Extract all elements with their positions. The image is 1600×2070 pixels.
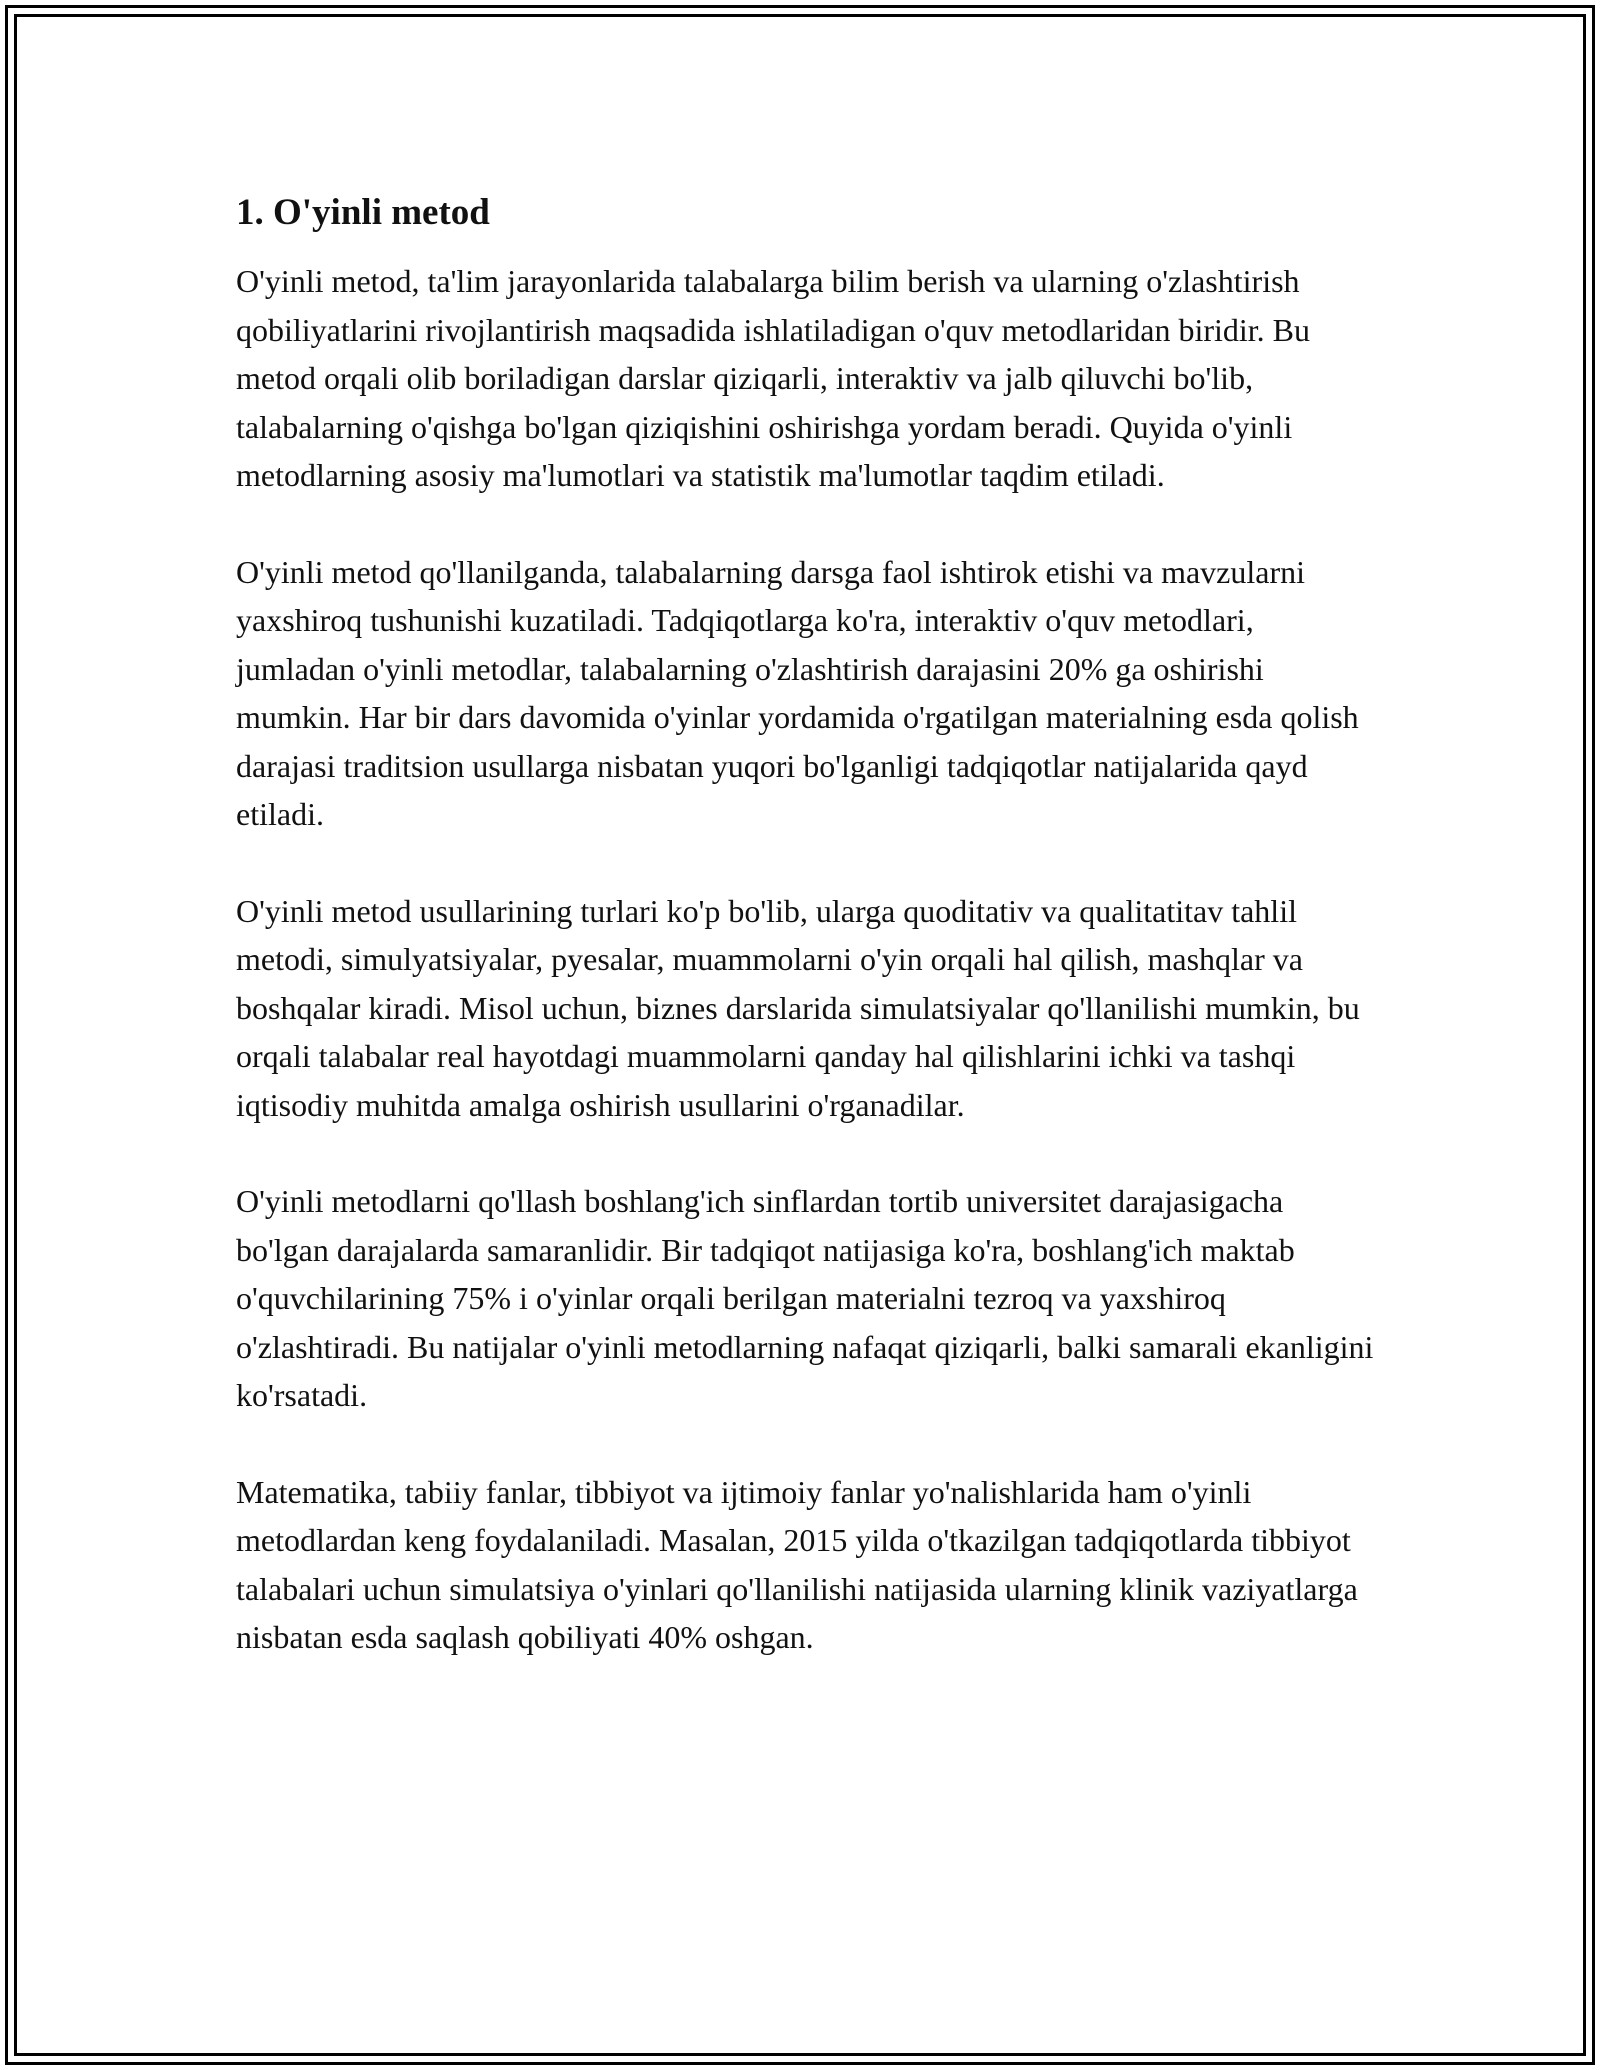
paragraph-3: O'yinli metod usullarining turlari ko'p bo'lib, ularga quoditativ va qualitatitav tahlil metodi, simulyatsiyalar, pyesalar, muammolarni o'yin orqali hal qilish, mashqlar va boshqalar kiradi. Misol uchun, biznes darslarida simulatsiyalar qo'llanilishi mumkin, bu orqali talabalar real hayotdagi muammolarni qanday hal qilishlarini ichki va tashqi iqtisodiy muhitda amalga oshirish usullarini o'rganadilar. [236, 892, 1360, 1123]
paragraph-5: Matematika, tabiiy fanlar, tibbiyot va ijtimoiy fanlar yo'nalishlarida ham o'yinli metodlardan keng foydalaniladi. Masalan, 2015 yilda o'tkazilgan tadqiqotlarda tibbiyot talabalari uchun simulatsiya o'yinlari qo'llanilishi natijasida ularning klinik vaziyatlarga nisbatan esda saqlash qobiliyati 40% oshgan. [236, 1473, 1358, 1655]
paragraph-1: O'yinli metod, ta'lim jarayonlarida talabalarga bilim berish va ularning o'zlashtirish qobiliyatlarini rivojlantirish maqsadida ishlatiladigan o'quv metodlaridan biridir. Bu metod orqali olib boriladigan darslar qiziqarli, interaktiv va jalb qiluvchi bo'lib, talabalarning o'qishga bo'lgan qiziqishini oshirishga yordam beradi. Quyida o'yinli metodlarning asosiy ma'lumotlari va statistik ma'lumotlar taqdim etiladi. [236, 263, 1311, 493]
paragraph-2: O'yinli metod qo'llanilganda, talabalarning darsga faol ishtirok etishi va mavzularni yaxshiroq tushunishi kuzatiladi. Tadqiqotlarga ko'ra, interaktiv o'quv metodlari, jumladan o'yinli metodlar, talabalarning o'zlashtirish darajasini 20% ga oshirishi mumkin. Har bir dars davomida o'yinlar yordamida o'rgatilgan materialning esda qolish darajasi traditsion usullarga nisbatan yuqori bo'lganligi tadqiqotlar natijalarida qayd etiladi. [236, 553, 1359, 832]
paragraph-4: O'yinli metodlarni qo'llash boshlang'ich sinflardan tortib universitet darajasigacha bo'lgan darajalarda samaranlidir. Bir tadqiqot natijasiga ko'ra, boshlang'ich maktab o'quvchilarining 75% i o'yinlar orqali berilgan materialni tezroq va yaxshiroq o'zlashtiradi. Bu natijalar o'yinli metodlarning nafaqat qiziqarli, balki samarali ekanligini ko'rsatadi. [236, 1183, 1374, 1413]
document-body [236, 185, 1376, 1710]
section-heading: 1. O'yinli metod [236, 192, 490, 233]
